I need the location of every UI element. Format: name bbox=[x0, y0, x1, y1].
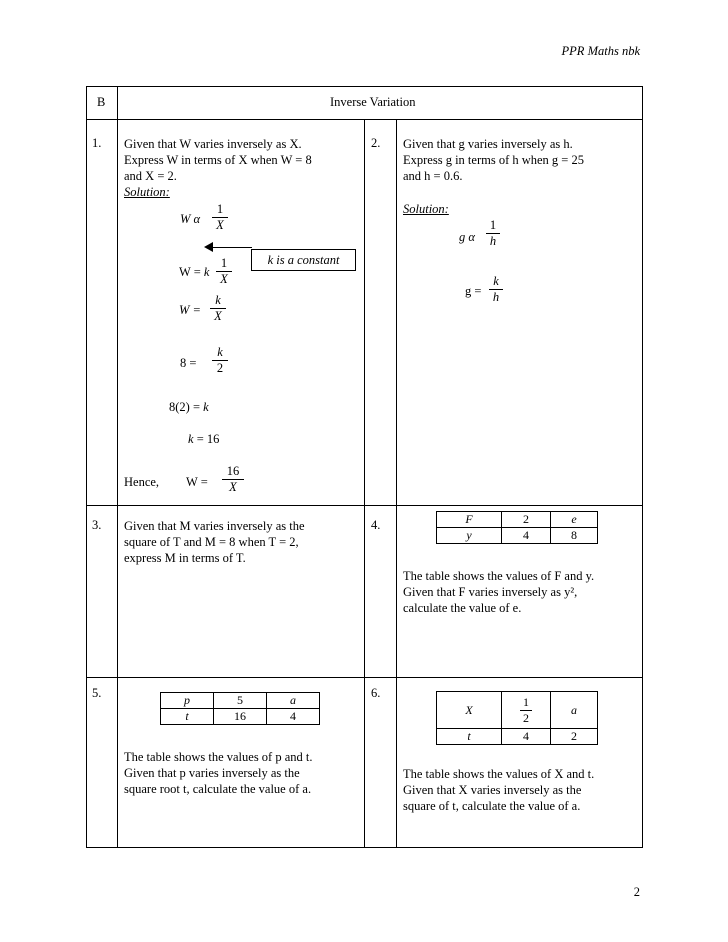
q1-text-3: and X = 2. bbox=[124, 169, 177, 183]
q5-cell: 16 bbox=[214, 709, 267, 725]
q2-text-2: Express g in terms of h when g = 25 bbox=[403, 153, 584, 167]
q1-text-2: Express W in terms of X when W = 8 bbox=[124, 153, 312, 167]
q5-cell: a bbox=[267, 693, 320, 709]
q5-cell: p bbox=[161, 693, 214, 709]
table-top-border bbox=[86, 86, 643, 87]
q6-number: 6. bbox=[371, 686, 381, 700]
q3-text-1: Given that M varies inversely as the bbox=[124, 519, 305, 533]
q5-table-row bbox=[161, 709, 320, 725]
q1-fraction-4 bbox=[212, 345, 228, 376]
table-right-border bbox=[642, 86, 643, 848]
q4-table-row bbox=[437, 528, 598, 544]
q1-hence: Hence, bbox=[124, 475, 160, 489]
q1-eight-eq: 8 = bbox=[180, 356, 197, 370]
q6-cell-fraction bbox=[502, 692, 551, 729]
q4-cell: 2 bbox=[502, 512, 551, 528]
q2-text-1: Given that g varies inversely as h. bbox=[403, 137, 573, 151]
q6-cell: X bbox=[437, 692, 502, 729]
q3-text-2: square of T and M = 8 when T = 2, bbox=[124, 535, 299, 549]
q1-w-final: W = bbox=[186, 475, 208, 489]
q6-fraction-den: 2 bbox=[520, 710, 532, 726]
q1-fraction-4-den: 2 bbox=[212, 360, 228, 376]
section-label: B bbox=[97, 95, 106, 109]
q1-fraction-2 bbox=[216, 256, 232, 287]
q5-text-1: The table shows the values of p and t. bbox=[124, 750, 313, 764]
q1-proportion: W α bbox=[180, 212, 201, 226]
q5-text-2: Given that p varies inversely as the bbox=[124, 766, 300, 780]
q5-table-row bbox=[161, 693, 320, 709]
q6-table bbox=[436, 691, 598, 745]
q6-fraction-num: 1 bbox=[523, 694, 529, 709]
q1-w-eq: W = bbox=[179, 303, 201, 317]
q2-fraction-1-num: 1 bbox=[489, 218, 497, 232]
q2-fraction-2-den: h bbox=[489, 289, 503, 305]
q2-fraction-1 bbox=[486, 218, 500, 249]
q6-table-row bbox=[437, 729, 598, 745]
q4-text-1: The table shows the values of F and y. bbox=[403, 569, 595, 583]
q1-fraction-4-num: k bbox=[217, 345, 223, 359]
q5-text-3: square root t, calculate the value of a. bbox=[124, 782, 312, 796]
q1-solution-label: Solution: bbox=[124, 185, 170, 199]
q4-cell: F bbox=[437, 512, 502, 528]
q1-fraction-3 bbox=[210, 293, 226, 324]
section-title: Inverse Variation bbox=[330, 95, 416, 109]
q6-text-1: The table shows the values of X and t. bbox=[403, 767, 595, 781]
q4-table-row bbox=[437, 512, 598, 528]
q6-cell: t bbox=[437, 729, 502, 745]
q2-solution-label: Solution: bbox=[403, 202, 449, 216]
q2-fraction-2-num: k bbox=[493, 274, 499, 288]
q1-fraction-2-den: X bbox=[216, 271, 232, 287]
q6-text-2: Given that X varies inversely as the bbox=[403, 783, 582, 797]
q1-arrow-head bbox=[204, 242, 213, 252]
q1-text-1: Given that W varies inversely as X. bbox=[124, 137, 302, 151]
q2-proportion: g α bbox=[459, 230, 475, 244]
q2-fraction-2 bbox=[489, 274, 503, 305]
q4-cell: 4 bbox=[502, 528, 551, 544]
q2-number: 2. bbox=[371, 136, 381, 150]
q6-cell: 4 bbox=[502, 729, 551, 745]
q6-text-3: square of t, calculate the value of a. bbox=[403, 799, 581, 813]
middle-divider-b bbox=[396, 119, 397, 848]
q1-step: 8(2) = k bbox=[169, 400, 209, 414]
q1-note-box: k is a constant bbox=[251, 249, 356, 271]
q5-cell: 5 bbox=[214, 693, 267, 709]
q2-text-3: and h = 0.6. bbox=[403, 169, 463, 183]
q1-fraction-3-den: X bbox=[210, 308, 226, 324]
q1-fraction-5-num: 16 bbox=[226, 464, 240, 478]
q5-cell: 4 bbox=[267, 709, 320, 725]
q4-text-2: Given that F varies inversely as y², bbox=[403, 585, 578, 599]
q5-cell: t bbox=[161, 709, 214, 725]
q1-fraction-2-num: 1 bbox=[220, 256, 228, 270]
q1-fraction-1 bbox=[212, 202, 228, 233]
q4-cell: y bbox=[437, 528, 502, 544]
number-column-divider bbox=[117, 86, 118, 848]
q4-table bbox=[436, 511, 598, 544]
page-number: 2 bbox=[633, 885, 640, 899]
q1-k-value: k = 16 bbox=[188, 432, 220, 446]
q1-fraction-1-den: X bbox=[212, 217, 228, 233]
q1-fraction-3-num: k bbox=[215, 293, 221, 307]
q1-fraction-1-num: 1 bbox=[216, 202, 224, 216]
q2-fraction-1-den: h bbox=[486, 233, 500, 249]
q3-number: 3. bbox=[92, 518, 102, 532]
q6-cell: a bbox=[551, 692, 598, 729]
q6-cell: 2 bbox=[551, 729, 598, 745]
q3-text-3: express M in terms of T. bbox=[124, 551, 246, 565]
table-left-border bbox=[86, 86, 87, 848]
q1-arrow-line bbox=[212, 247, 252, 248]
page-header: PPR Maths nbk bbox=[561, 44, 640, 58]
q4-cell: 8 bbox=[551, 528, 598, 544]
q4-cell: e bbox=[551, 512, 598, 528]
q5-table bbox=[160, 692, 320, 725]
q2-g-eq: g = bbox=[465, 284, 482, 298]
q1-number: 1. bbox=[92, 136, 102, 150]
q5-number: 5. bbox=[92, 686, 102, 700]
q1-fraction-5-den: X bbox=[222, 479, 244, 495]
middle-divider-a bbox=[364, 119, 365, 848]
q4-text-3: calculate the value of e. bbox=[403, 601, 522, 615]
q6-table-row bbox=[437, 692, 598, 729]
q1-w-eq-k: W = k bbox=[179, 265, 210, 279]
q4-number: 4. bbox=[371, 518, 381, 532]
q1-fraction-5 bbox=[222, 464, 244, 495]
